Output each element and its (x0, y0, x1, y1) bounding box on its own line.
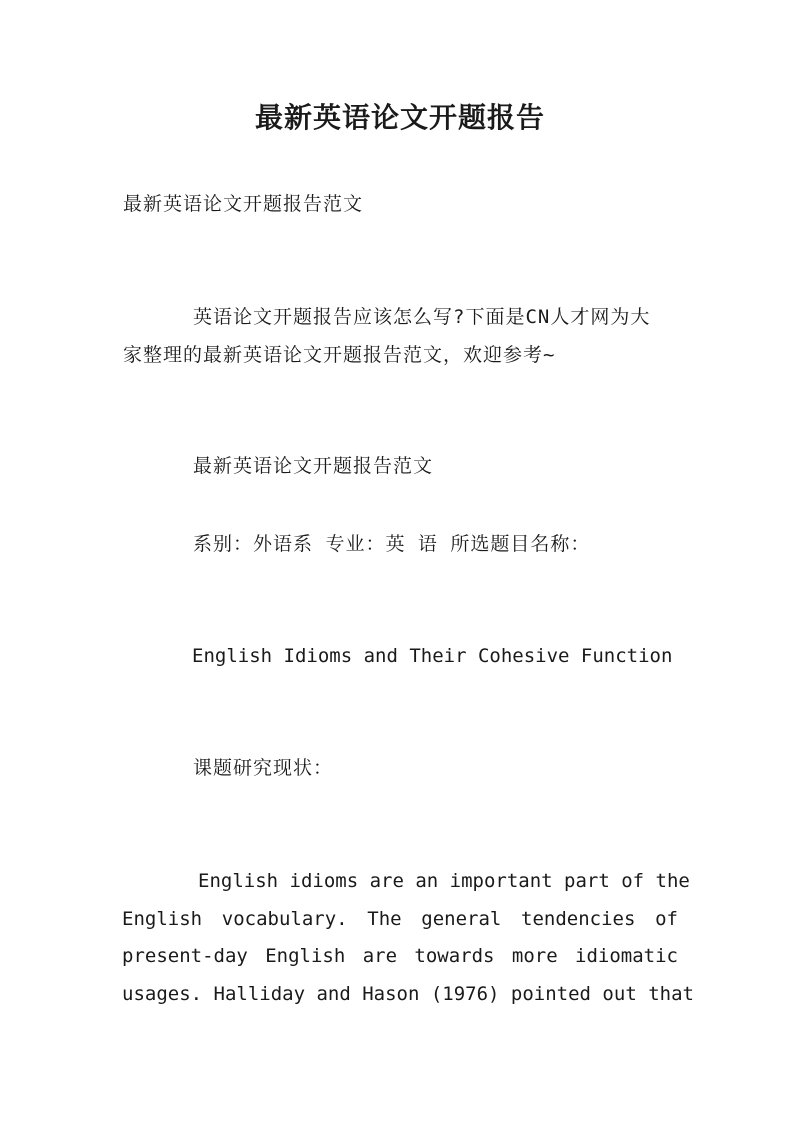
body-paragraph-line-1: English idioms are an important part of the (198, 870, 690, 892)
intro-paragraph-line-2: 家整理的最新英语论文开题报告范文，欢迎参考~ (123, 344, 556, 366)
research-status-heading: 课题研究现状： (193, 757, 334, 779)
document-subtitle: 最新英语论文开题报告范文 (123, 193, 364, 215)
body-paragraph-line-2: English vocabulary. The general tendencies of (122, 908, 678, 930)
document-title: 最新英语论文开题报告 (254, 101, 545, 134)
department-line: 系别：外语系 专业：英 语 所选题目名称： (193, 533, 591, 555)
english-thesis-title: English Idioms and Their Cohesive Function (192, 645, 673, 667)
body-paragraph-line-3: present-day English are towards more idiomatic (122, 945, 678, 967)
section-heading: 最新英语论文开题报告范文 (193, 455, 434, 477)
intro-paragraph-line-1: 英语论文开题报告应该怎么写?下面是CN人才网为大 (193, 306, 651, 328)
body-paragraph-line-4: usages. Halliday and Hason (1976) pointed out that (122, 983, 694, 1005)
